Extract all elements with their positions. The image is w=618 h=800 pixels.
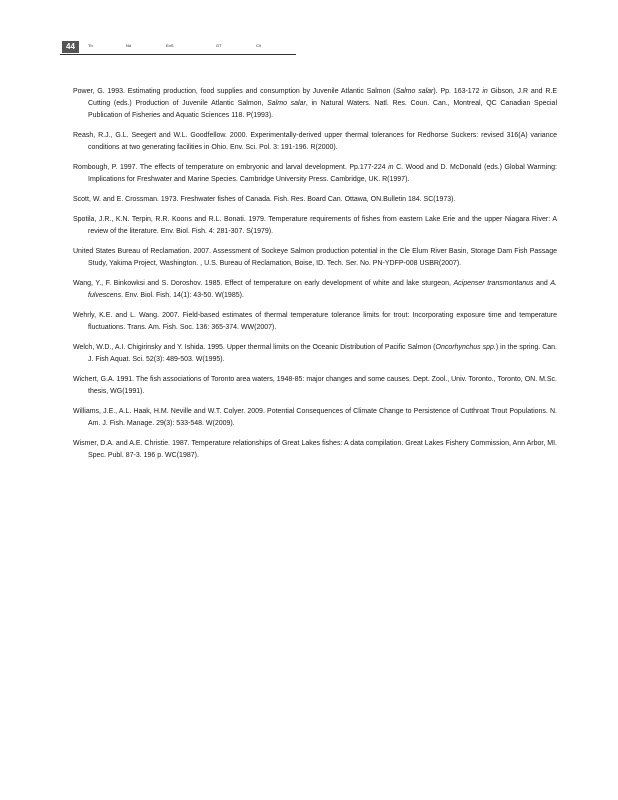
reference-italic-text: in bbox=[482, 88, 488, 95]
reference-text: United States Bureau of Reclamation. 2007. Assessment of Sockeye Salmon production potential in the Cle Elum River Basin, Storage Dam Fish Passage Study, Yakima Project, Washington. , U.S. Bureau of Reclamation, Boise, ID. Tech. Ser. No. PN-YDFP-008 USBR(2007). bbox=[73, 248, 557, 267]
reference-italic-text: Acipenser transmontanus bbox=[453, 280, 534, 287]
reference-entry bbox=[73, 278, 557, 302]
reference-entry bbox=[73, 162, 557, 186]
reference-text: Wang, Y., F. Binkowksi and S. Doroshov. 1985. Effect of temperature on early development of white and lake sturgeon, bbox=[73, 280, 454, 287]
reference-text: Wehrly, K.E. and L. Wang. 2007. Field-based estimates of thermal temperature tolerance limits for trout: Incorporating exposure time and temperature fluctuations. Trans. Am. Fish. Soc. 136: 365-374. WW(2007). bbox=[73, 312, 557, 331]
reference-text: Scott, W. and E. Crossman. 1973. Freshwater fishes of Canada. Fish. Res. Board Can. Ottawa, ON.Bulletin 184. SC(1973). bbox=[73, 196, 456, 203]
reference-text: C. Wood and D. McDonald (eds.) Global Warming: Implications for Freshwater and Marine Species. Cambridge University Press. Cambridge, UK. R(1997). bbox=[88, 164, 557, 183]
reference-italic-text: Oncorhynchus spp. bbox=[435, 344, 496, 351]
reference-italic-text: Salmo salar bbox=[395, 88, 434, 95]
reference-text: Welch, W.D., A.I. Chigirinsky and Y. Ishida. 1995. Upper thermal limits on the Oceanic Distribution of Pacific Salmon ( bbox=[73, 344, 436, 351]
reference-entry bbox=[73, 130, 557, 154]
reference-italic-text: in bbox=[388, 164, 394, 171]
running-head-fragment: EnS bbox=[166, 43, 174, 48]
reference-entry bbox=[73, 194, 557, 206]
running-head-fragment: GT bbox=[216, 43, 222, 48]
page-number: 44 bbox=[62, 41, 79, 53]
reference-text: Wichert, G.A. 1991. The fish associations of Toronto area waters, 1948-85: major changes and some causes. Dept. Zool., Univ. Toronto., Toronto, ON. M.Sc. thesis, WG(1991). bbox=[73, 376, 557, 395]
reference-entry bbox=[73, 406, 557, 430]
reference-text: Rombough, P. 1997. The effects of temperature on embryonic and larval development. Pp.177-224 bbox=[73, 164, 389, 171]
reference-text: and bbox=[533, 280, 551, 287]
reference-text: Wismer, D.A. and A.E. Christie. 1987. Temperature relationships of Great Lakes fishes: A data compilation. Great Lakes Fishery Commission, Ann Arbor, MI. Spec. Publ. 87-3. 196 p. WC(1987). bbox=[73, 440, 557, 459]
reference-italic-text: Salmo salar bbox=[267, 100, 306, 107]
reference-entry bbox=[73, 342, 557, 366]
running-head-fragment: Cll bbox=[256, 43, 261, 48]
reference-text: ) in the spring. Can. J. Fish Aquat. Sci. 52(3): 489-503. W(1995). bbox=[88, 344, 557, 363]
page-header bbox=[60, 40, 296, 55]
reference-list bbox=[73, 86, 557, 470]
reference-text: Gibson, J.R and R.E Cutting (eds.) Production of Juvenile Atlantic Salmon, bbox=[88, 88, 557, 107]
reference-text: Reash, R.J., G.L. Seegert and W.L. Goodfellow. 2000. Experimentally-derived upper thermal tolerances for Redhorse Suckers: revised 316(A) variance conditions at two generating facilities in Ohio. Env. Sci. Pol. 3: 191-196. R(2000). bbox=[73, 132, 557, 151]
reference-text: Williams, J.E., A.L. Haak, H.M. Neville and W.T. Colyer. 2009. Potential Consequences of Climate Change to Persistence of Cutthroat Trout Populations. N. Am. J. Fish. Manage. 29(3): 533-548. W(2009). bbox=[73, 408, 557, 427]
reference-entry bbox=[73, 246, 557, 270]
reference-entry bbox=[73, 438, 557, 462]
reference-text: ). Pp. 163-172 bbox=[433, 88, 483, 95]
reference-entry bbox=[73, 310, 557, 334]
running-head-fragment: Nd bbox=[126, 43, 132, 48]
reference-italic-text: A. fulvescens bbox=[88, 280, 557, 299]
reference-text: Spotila, J.R., K.N. Terpin, R.R. Koons and R.L. Bonati. 1979. Temperature requirements of fishes from eastern Lake Erie and the upper Niagara River: A review of the literature. Env. Biol. Fish. 4: 281-307. S(1979). bbox=[73, 216, 557, 235]
reference-text: . Env. Biol. Fish. 14(1): 43-50. W(1985). bbox=[121, 292, 244, 299]
reference-entry bbox=[73, 86, 557, 122]
reference-entry bbox=[73, 374, 557, 398]
reference-text: , in Natural Waters. Natl. Res. Coun. Can., Montreal, QC Canadian Special Publication of Fisheries and Aquatic Sciences 118. P(1993). bbox=[88, 100, 557, 119]
reference-text: Power, G. 1993. Estimating production, food supplies and consumption by Juvenile Atlantic Salmon ( bbox=[73, 88, 396, 95]
running-head-fragment: Th bbox=[88, 43, 93, 48]
reference-entry bbox=[73, 214, 557, 238]
